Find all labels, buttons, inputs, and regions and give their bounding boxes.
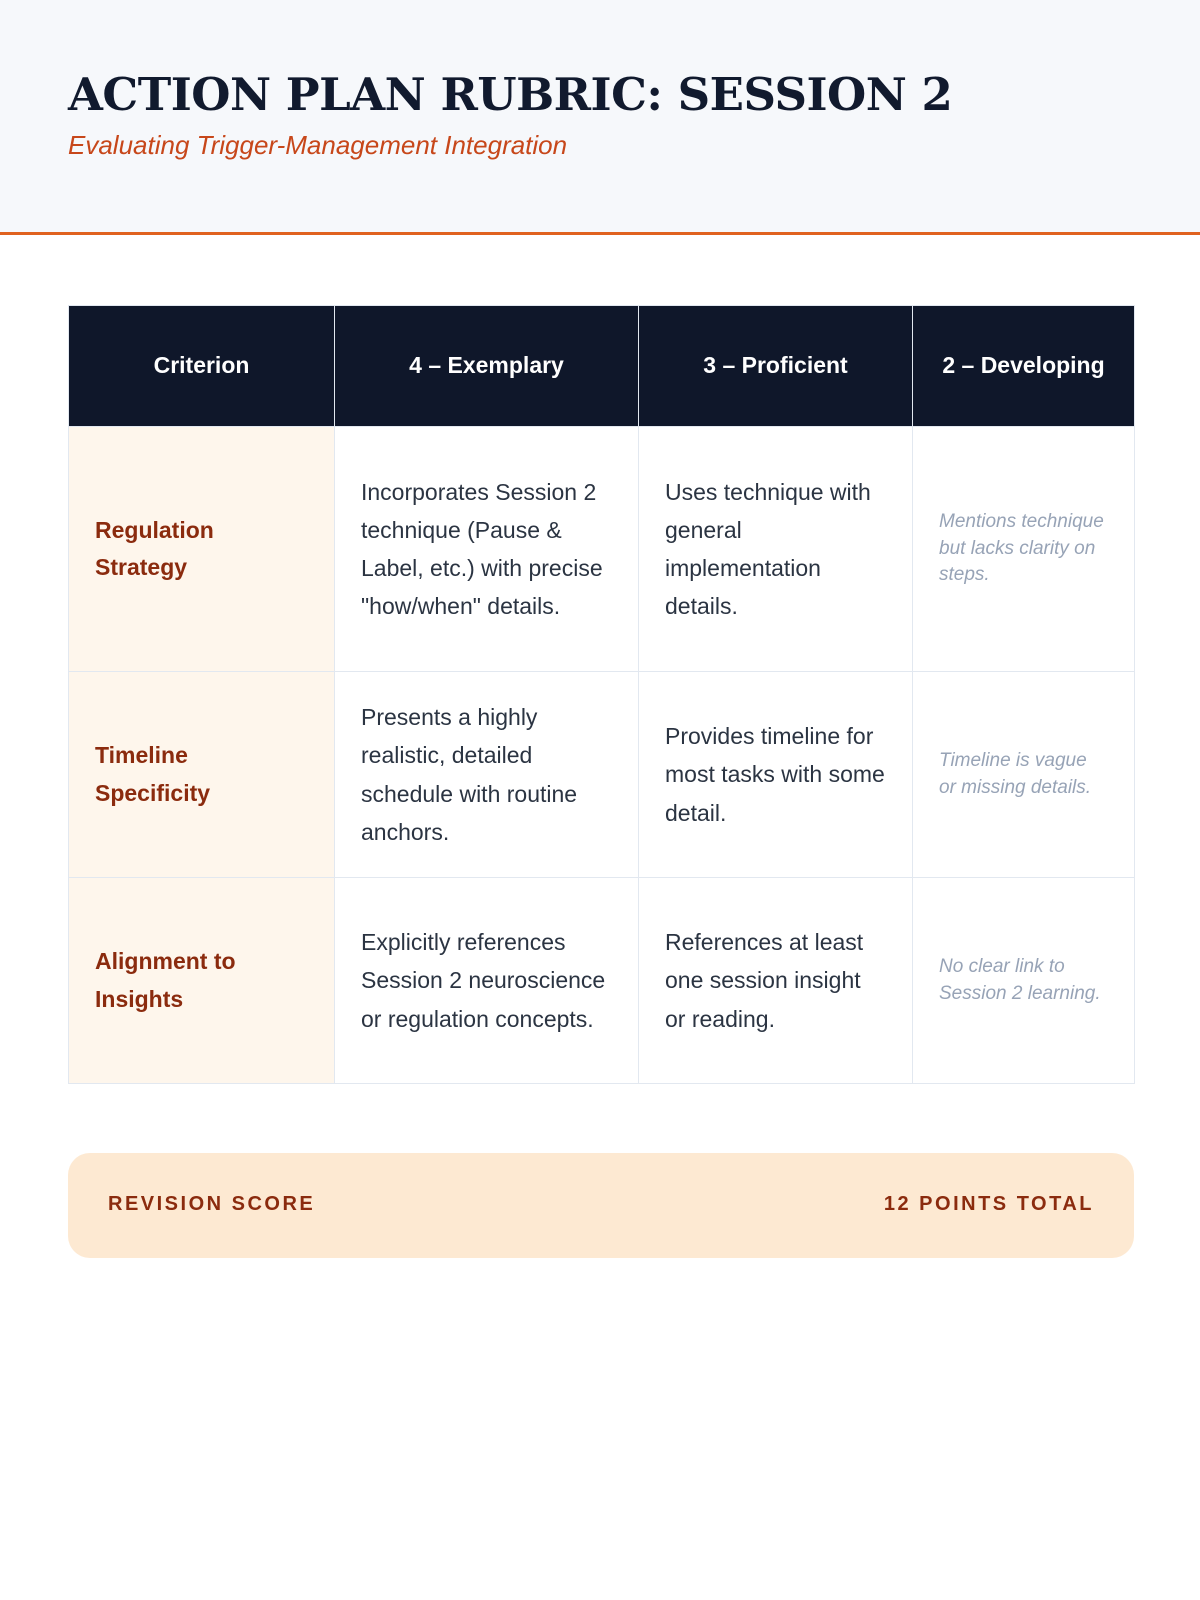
criterion-cell: Regulation Strategy — [69, 427, 335, 672]
column-header-criterion: Criterion — [69, 306, 335, 427]
column-header-proficient: 3 – Proficient — [639, 306, 913, 427]
table-header-row — [69, 306, 1135, 427]
rubric-table — [68, 305, 1135, 1084]
table-row — [69, 672, 1135, 878]
revision-score-bar — [68, 1153, 1134, 1258]
criterion-cell: Alignment to Insights — [69, 878, 335, 1084]
proficient-cell: Uses technique with general implementation details. — [639, 427, 913, 672]
criterion-cell: Timeline Specificity — [69, 672, 335, 878]
exemplary-cell: Explicitly references Session 2 neuroscience or regulation concepts. — [335, 878, 639, 1084]
developing-cell: Mentions technique but lacks clarity on steps. — [913, 427, 1135, 672]
page-title: ACTION PLAN RUBRIC: SESSION 2 — [68, 68, 953, 121]
table-row — [69, 878, 1135, 1084]
table-row — [69, 427, 1135, 672]
developing-cell: Timeline is vague or missing details. — [913, 672, 1135, 878]
proficient-cell: References at least one session insight or reading. — [639, 878, 913, 1084]
column-header-exemplary: 4 – Exemplary — [335, 306, 639, 427]
page-header — [0, 0, 1200, 235]
points-total: 12 POINTS TOTAL — [883, 1193, 1094, 1215]
column-header-developing: 2 – Developing — [913, 306, 1135, 427]
developing-cell: No clear link to Session 2 learning. — [913, 878, 1135, 1084]
revision-score-label: REVISION SCORE — [108, 1193, 316, 1215]
exemplary-cell: Presents a highly realistic, detailed schedule with routine anchors. — [335, 672, 639, 878]
page-subtitle: Evaluating Trigger-Management Integration — [68, 130, 568, 160]
exemplary-cell: Incorporates Session 2 technique (Pause & Label, etc.) with precise "how/when" details. — [335, 427, 639, 672]
proficient-cell: Provides timeline for most tasks with some detail. — [639, 672, 913, 878]
